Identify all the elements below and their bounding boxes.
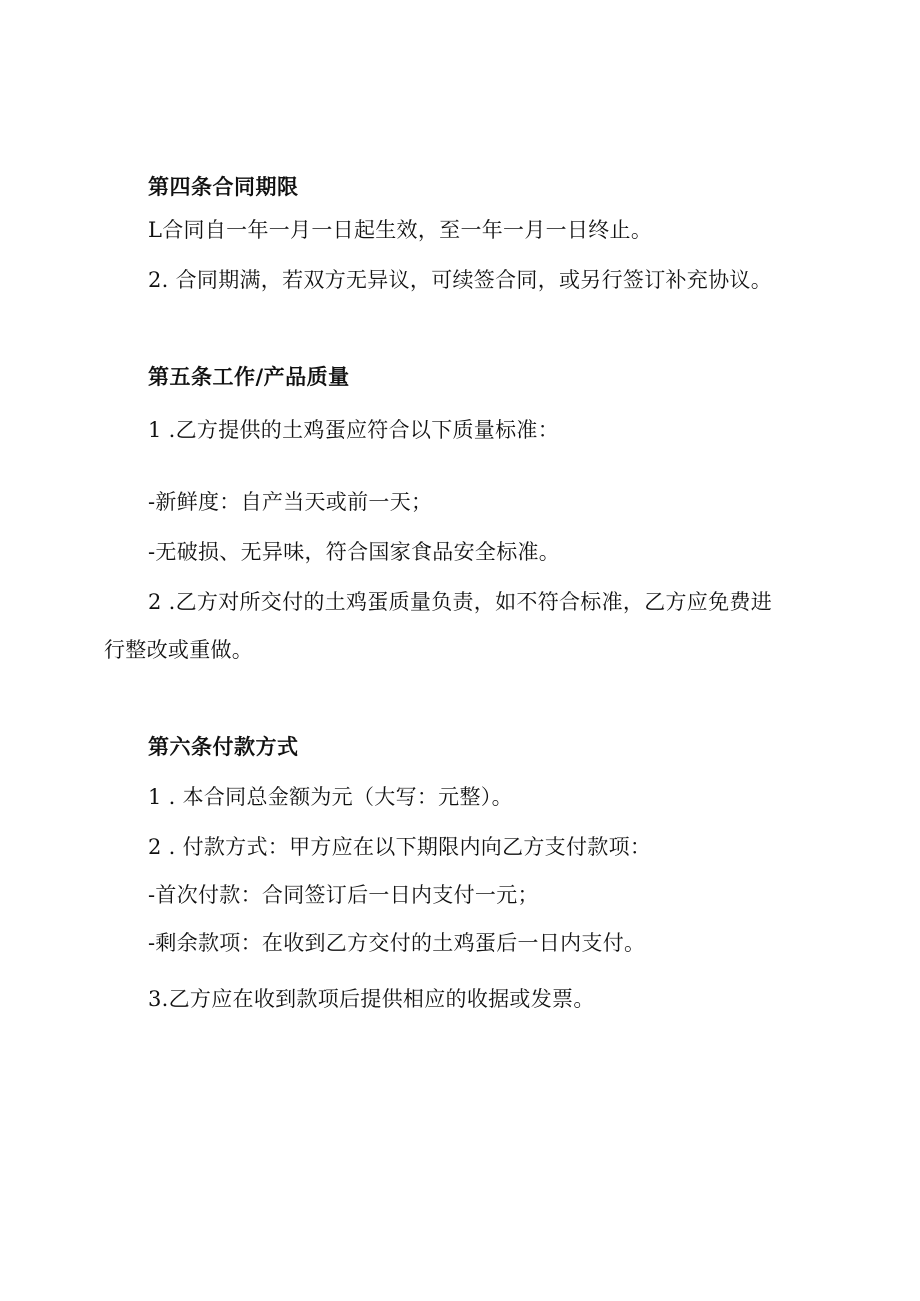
- section-5-clause-2: 2 .乙方对所交付的土鸡蛋质量负责，如不符合标准，乙方应免费进: [148, 590, 773, 614]
- section-6-heading: 第六条付款方式: [148, 735, 299, 759]
- section-6-bullet-first-payment: -首次付款：合同签订后一日内支付一元；: [148, 883, 539, 907]
- section-5-bullet-freshness: -新鲜度：自产当天或前一天；: [148, 490, 433, 514]
- section-6-bullet-remaining-payment: -剩余款项：在收到乙方交付的土鸡蛋后一日内支付。: [148, 931, 646, 955]
- section-4-heading: 第四条合同期限: [148, 175, 299, 199]
- section-5-bullet-no-damage: -无破损、无异味，符合国家食品安全标准。: [148, 540, 561, 564]
- section-4-clause-1: L合同自一年一月一日起生效，至一年一月一日终止。: [148, 218, 653, 242]
- section-5-clause-1: 1 .乙方提供的土鸡蛋应符合以下质量标准：: [148, 418, 560, 442]
- section-6-clause-1: 1 . 本合同总金额为元（大写：元整）。: [148, 785, 513, 809]
- section-6-clause-3: 3.乙方应在收到款项后提供相应的收据或发票。: [148, 987, 595, 1011]
- section-5-clause-2-continued: 行整改或重做。: [104, 638, 254, 662]
- section-4-clause-2: 2. 合同期满，若双方无异议，可续签合同，或另行签订补充协议。: [148, 268, 773, 292]
- section-5-heading: 第五条工作/产品质量: [148, 365, 350, 389]
- section-6-clause-2: 2 . 付款方式：甲方应在以下期限内向乙方支付款项：: [148, 835, 652, 859]
